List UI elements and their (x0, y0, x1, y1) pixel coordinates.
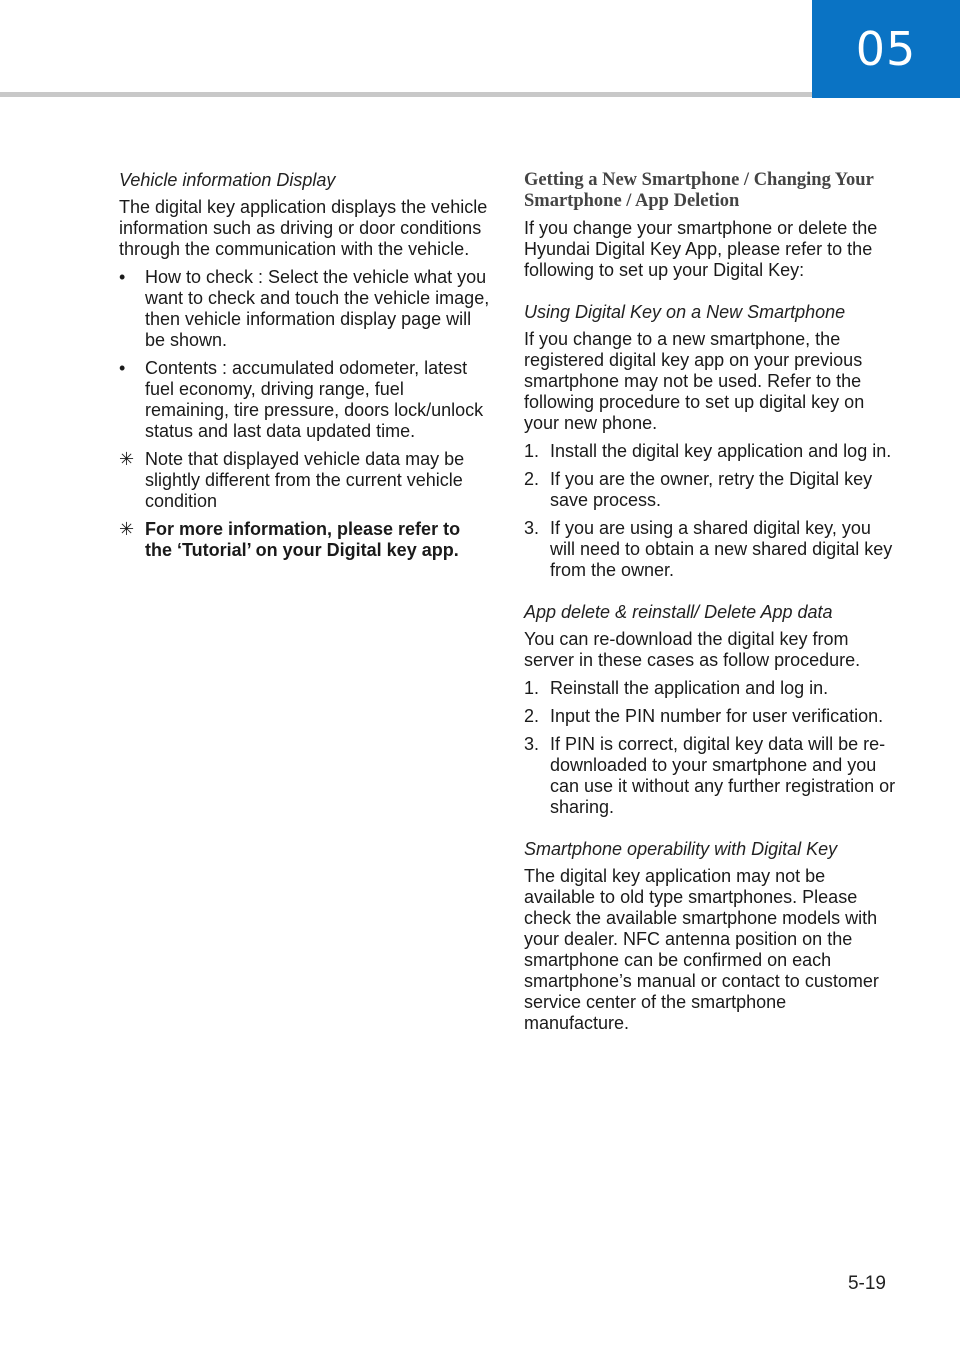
note-item (119, 449, 491, 512)
new-phone-intro: If you change to a new smartphone, the registered digital key app on your previous smartphone may not be used. Refer to the following procedure to set up digital key on your new phone. (524, 329, 865, 433)
step-text: If you are using a shared digital key, you will need to obtain a new shared digital key from the owner. (550, 518, 893, 580)
header-rule (0, 92, 812, 97)
asterisk-icon: ✳ (119, 519, 135, 539)
step-number: 1. (524, 678, 540, 698)
bullet-text: Contents : accumulated odometer, latest fuel economy, driving range, fuel remaining, tire pressure, doors lock/unlock status and last data updated time. (145, 358, 484, 441)
bullet-icon: • (119, 267, 126, 287)
note-text: Note that displayed vehicle data may be slightly different from the current vehicle condition (145, 449, 465, 511)
chapter-number: 05 (855, 22, 917, 76)
reinstall-heading: App delete & reinstall/ Delete App data (524, 602, 833, 622)
step-text: Input the PIN number for user verification. (550, 706, 884, 726)
chapter-tab (812, 0, 960, 98)
vehicle-info-intro: The digital key application displays the vehicle information such as driving or door conditions through the communication with the vehicle. (119, 197, 488, 259)
new-phone-heading: Using Digital Key on a New Smartphone (524, 302, 846, 322)
step-number: 2. (524, 706, 540, 726)
section-intro: If you change your smartphone or delete the Hyundai Digital Key App, please refer to the following to set up your Digital Key: (524, 218, 878, 280)
left-column (119, 170, 491, 568)
numbered-step (524, 734, 896, 818)
operability-body: The digital key application may not be available to old type smartphones. Please check the available smartphone models with your dealer. NFC antenna position on the smartphone can be confirmed on each smartphone’s manual or contact to customer service center of the smartphone manufacture. (524, 866, 879, 1033)
operability-heading: Smartphone operability with Digital Key (524, 839, 838, 859)
numbered-step (524, 469, 896, 511)
bullet-text: How to check : Select the vehicle what you want to check and touch the vehicle image, then vehicle information display page will be shown. (145, 267, 490, 350)
vehicle-info-heading: Vehicle information Display (119, 170, 336, 190)
numbered-step (524, 678, 896, 699)
note-text: For more information, please refer to the ‘Tutorial’ on your Digital key app. (145, 519, 461, 560)
note-item (119, 519, 491, 561)
step-text: Install the digital key application and log in. (550, 441, 892, 461)
bullet-item (119, 358, 491, 442)
bullet-icon: • (119, 358, 126, 378)
numbered-step (524, 518, 896, 581)
bullet-item (119, 267, 491, 351)
numbered-step (524, 441, 896, 462)
step-text: If you are the owner, retry the Digital key save process. (550, 469, 873, 510)
step-number: 3. (524, 518, 540, 538)
page-number: 5-19 (847, 1273, 886, 1294)
reinstall-intro: You can re-download the digital key from server in these cases as follow procedure. (524, 629, 861, 670)
section-title: Getting a New Smartphone / Changing Your Smartphone / App Deletion (524, 170, 874, 211)
step-number: 1. (524, 441, 540, 461)
asterisk-icon: ✳ (119, 449, 135, 469)
step-text: If PIN is correct, digital key data will be re-downloaded to your smartphone and you can use it without any further registration or sharing. (550, 734, 896, 817)
step-number: 2. (524, 469, 540, 489)
right-column (524, 170, 896, 1041)
numbered-step (524, 706, 896, 727)
step-number: 3. (524, 734, 540, 754)
step-text: Reinstall the application and log in. (550, 678, 829, 698)
